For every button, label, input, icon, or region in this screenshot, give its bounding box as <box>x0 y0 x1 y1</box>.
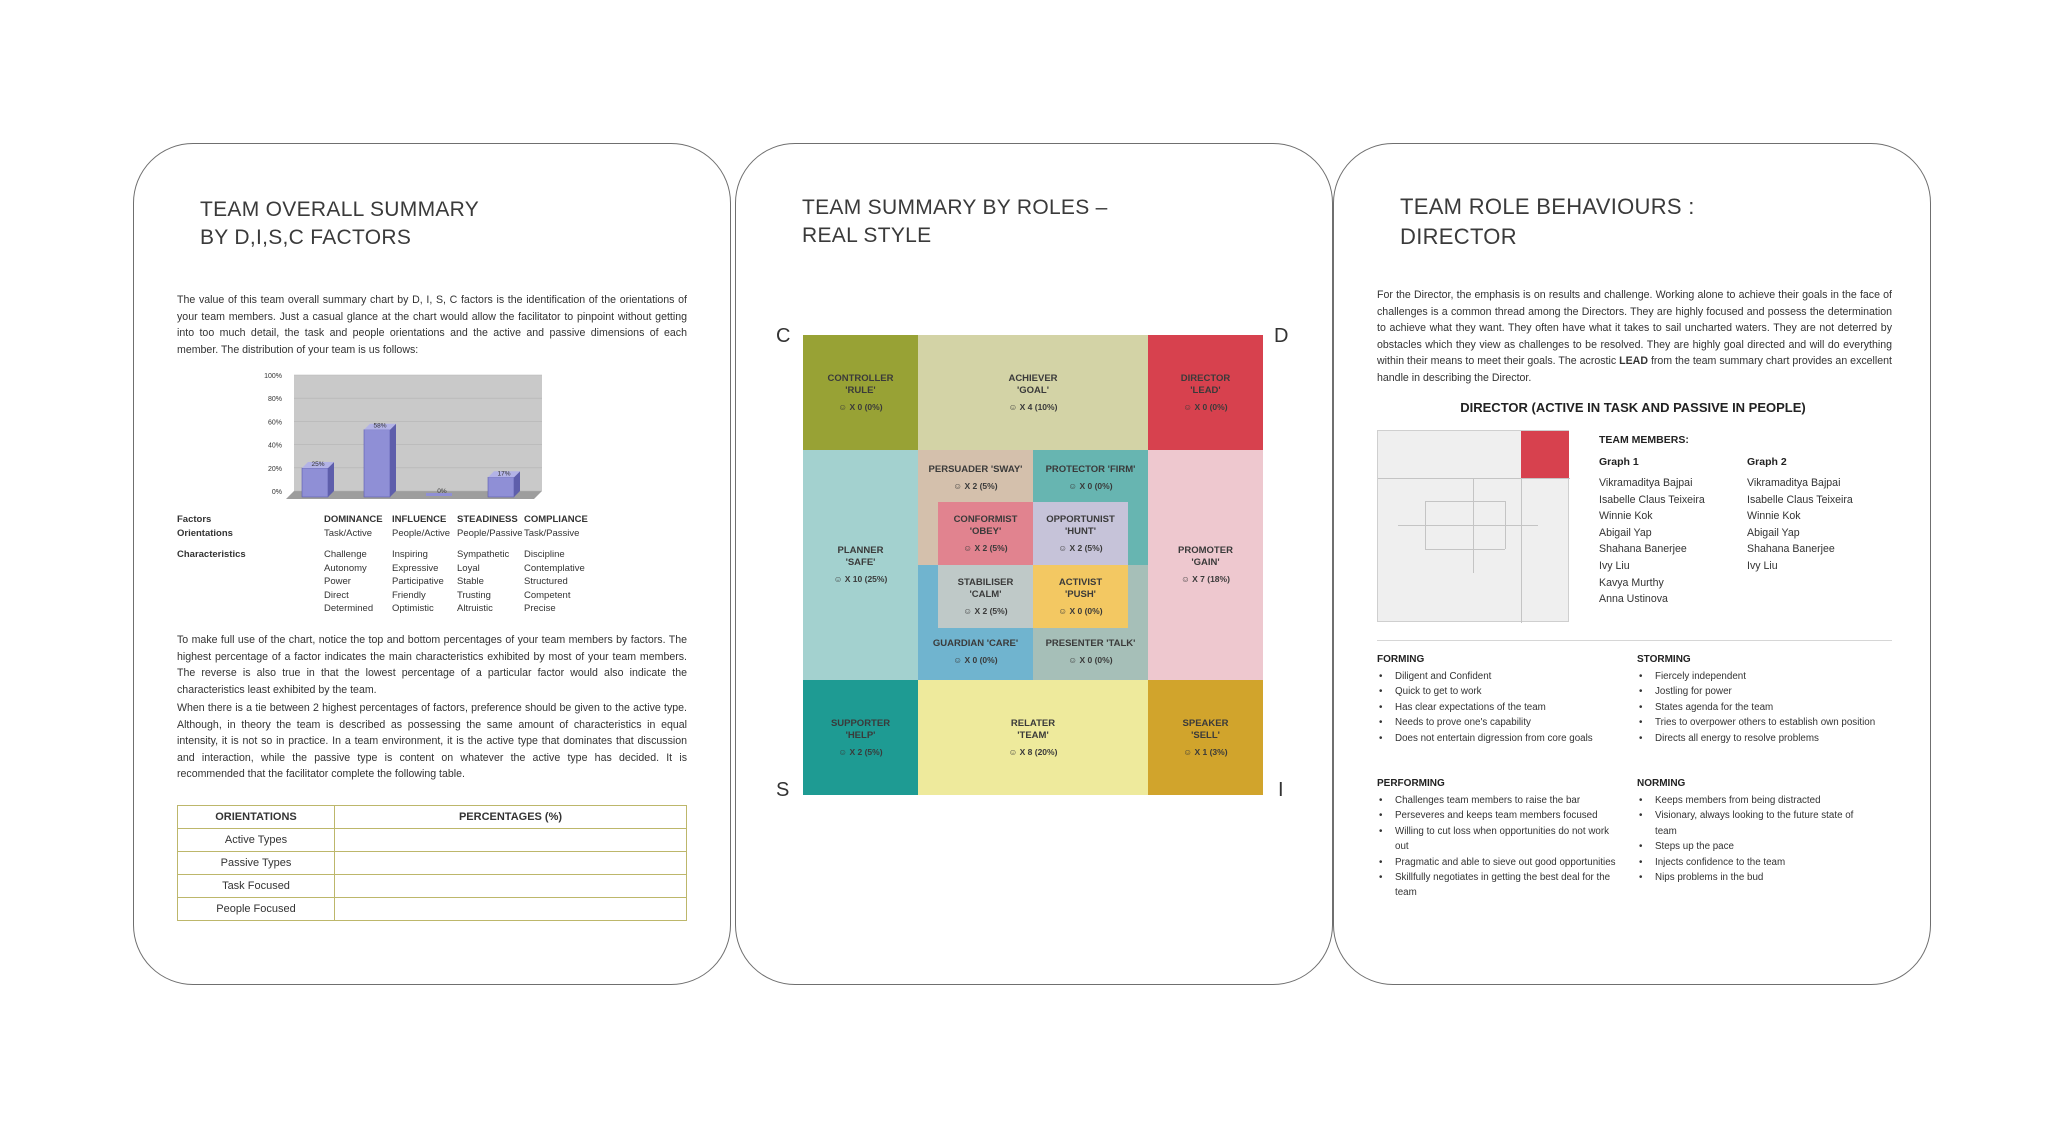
graph1-label: Graph 1 <box>1599 456 1639 468</box>
y-tick-labels <box>264 373 282 496</box>
graph2-label: Graph 2 <box>1747 456 1787 468</box>
role-cell-planner: PLANNER 'SAFE' ☺ X 10 (25%) <box>803 450 918 680</box>
director-subtitle: DIRECTOR (ACTIVE IN TASK AND PASSIVE IN PEOPLE) <box>1460 400 1806 415</box>
role-cell-presenter: PRESENTER 'TALK' ☺ X 0 (0%) <box>1033 565 1148 680</box>
orientations-table <box>177 805 687 921</box>
bar-data-label: 17% <box>497 470 511 478</box>
forming-list: • Diligent and Confident • Quick to get to work • Has clear expectations of the team • Needs to prove one's capability • Does not entertain digression from core goals <box>1377 669 1622 746</box>
y-tick-label: 40% <box>267 442 282 450</box>
tie-rule-paragraph: When there is a tie between 2 highest percentages of factors, preference should be given to the active type. Although, in theory the team is described as possessing the same amount of characteristics in equal intensity, it is not so in practice. In a team environment, it is the active type that dominates that discussion and interaction, while the passive type is content on whatever the active type has decided. It is recommended that the facilitator complete the following table. <box>177 702 687 780</box>
roles-grid <box>803 335 1263 795</box>
page-team-summary-by-roles <box>735 143 1333 985</box>
percentage-input-cell[interactable] <box>335 852 687 875</box>
page-title: TEAM OVERALL SUMMARY BY D,I,S,C FACTORS <box>200 198 480 249</box>
bar-dominance <box>302 461 334 497</box>
bar-data-label: 0% <box>437 488 447 495</box>
page-title: TEAM SUMMARY BY ROLES – REAL STYLE <box>802 196 1108 247</box>
bar-front <box>488 477 514 497</box>
role-cell-guardian: GUARDIAN 'CARE' ☺ X 0 (0%) <box>918 565 1033 680</box>
role-cell-activist: ACTIVIST 'PUSH' ☺ X 0 (0%) <box>1033 565 1128 628</box>
bar-side <box>328 462 334 497</box>
percentage-input-cell[interactable] <box>335 829 687 852</box>
storming-heading: STORMING <box>1637 654 1691 665</box>
disc-bar-chart <box>264 367 584 507</box>
y-tick-label: 60% <box>267 419 282 427</box>
person-icon: ☺ <box>1068 481 1078 491</box>
factors-label: Factors <box>177 514 212 525</box>
bar-front <box>302 468 328 497</box>
table-row: Passive Types <box>178 852 687 875</box>
y-tick-label: 100% <box>264 373 282 380</box>
person-icon: ☺ <box>833 574 843 584</box>
bar-compliance <box>488 470 520 497</box>
person-icon: ☺ <box>963 542 973 553</box>
graph1-member-list: Vikramaditya Bajpai Isabelle Claus Teixeira Winnie Kok Abigail Yap Shahana Banerjee Ivy Liu Kavya Murthy Anna Ustinova <box>1599 477 1705 606</box>
table-row: Task Focused <box>178 875 687 898</box>
corner-label-c: C <box>776 325 791 347</box>
y-tick-label: 80% <box>267 396 282 404</box>
person-icon: ☺ <box>838 401 848 412</box>
divider <box>1377 640 1892 641</box>
chart-usage-paragraph: To make full use of the chart, notice the top and bottom percentages of your team members by factors. The highest percentage of a factor indicates the main characteristics exhibited by most of your team members. The reverse is also true in that the lowest percentage of a particular factor would also indicate the characteristics least exhibited by the team. <box>177 634 687 696</box>
corner-label-s: S <box>776 779 790 801</box>
role-cell-speaker: SPEAKER 'SELL' ☺ X 1 (3%) <box>1148 680 1263 795</box>
bar-data-label: 58% <box>373 422 387 430</box>
corner-label-d: D <box>1274 325 1289 347</box>
norming-list: • Keeps members from being distracted • Visionary, always looking to the future state of team • Steps up the pace • Injects confidence to the team • Nips problems in the bud <box>1637 793 1877 885</box>
bar-data-label: 25% <box>311 461 325 468</box>
person-icon: ☺ <box>838 746 848 757</box>
person-icon: ☺ <box>953 481 963 491</box>
page-team-overall-summary <box>133 143 731 985</box>
table-header: PERCENTAGES (%) <box>335 806 687 829</box>
bar-influence <box>364 423 396 497</box>
role-cell-relater: RELATER 'TEAM' ☺ X 8 (20%) <box>918 680 1148 795</box>
role-cell-persuader: PERSUADER 'SWAY' ☺ X 2 (5%) <box>918 450 1033 565</box>
role-cell-achiever: ACHIEVER 'GOAL' ☺ X 4 (10%) <box>918 335 1148 450</box>
performing-heading: PERFORMING <box>1377 778 1445 789</box>
table-row: Active Types <box>178 829 687 852</box>
percentage-input-cell[interactable] <box>335 898 687 921</box>
person-icon: ☺ <box>1058 605 1068 616</box>
person-icon: ☺ <box>963 605 973 616</box>
performing-list: • Challenges team members to raise the bar • Perseveres and keeps team members focused • Willing to cut loss when opportunities do not work out • Pragmatic and able to sieve out good opportunities • Skillfully negotiates in getting the best deal for the team <box>1377 793 1622 901</box>
person-icon: ☺ <box>1008 746 1018 757</box>
person-icon: ☺ <box>953 655 963 665</box>
role-cell-conformist: CONFORMIST 'OBEY' ☺ X 2 (5%) <box>938 502 1033 565</box>
person-icon: ☺ <box>1058 542 1068 553</box>
y-tick-label: 0% <box>271 489 282 496</box>
norming-heading: NORMING <box>1637 778 1686 789</box>
table-header: ORIENTATIONS <box>178 806 335 829</box>
person-icon: ☺ <box>1183 746 1193 757</box>
role-cell-stabiliser: STABILISER 'CALM' ☺ X 2 (5%) <box>938 565 1033 628</box>
role-cell-opportunist: OPPORTUNIST 'HUNT' ☺ X 2 (5%) <box>1033 502 1128 565</box>
role-cell-promoter: PROMOTER 'GAIN' ☺ X 7 (18%) <box>1148 450 1263 680</box>
orientations-label: Orientations <box>177 527 233 539</box>
team-members-heading: TEAM MEMBERS: <box>1599 434 1689 446</box>
page-title: TEAM ROLE BEHAVIOURS : DIRECTOR <box>1400 194 1695 249</box>
role-cell-director: DIRECTOR 'LEAD' ☺ X 0 (0%) <box>1148 335 1263 450</box>
intro-paragraph: The value of this team overall summary chart by D, I, S, C factors is the identification of the orientations of your team members. Just a casual glance at the chart would allow the facilitator to pinpoint without getting into too much detail, the task and people orientations and the active and passive dimensions of each member. The distribution of your team is us follows: <box>177 294 687 356</box>
role-cell-protector: PROTECTOR 'FIRM' ☺ X 0 (0%) <box>1033 450 1148 565</box>
storming-list: • Fiercely independent • Jostling for power • States agenda for the team • Tries to overpower others to establish own position • Directs all energy to resolve problems <box>1637 669 1877 746</box>
role-cell-supporter: SUPPORTER 'HELP' ☺ X 2 (5%) <box>803 680 918 795</box>
characteristics-label: Characteristics <box>177 549 246 560</box>
factor-column-steadiness: STEADINESS People/Passive Sympathetic Loyal Stable Trusting Altruistic <box>457 514 523 614</box>
director-quadrant-graph <box>1377 430 1569 622</box>
y-tick-label: 20% <box>267 465 282 473</box>
person-icon: ☺ <box>1181 574 1190 584</box>
role-cell-controller: CONTROLLER 'RULE' ☺ X 0 (0%) <box>803 335 918 450</box>
person-icon: ☺ <box>1008 401 1018 412</box>
graph2-member-list: Vikramaditya Bajpai Isabelle Claus Teixeira Winnie Kok Abigail Yap Shahana Banerjee Ivy Liu <box>1747 477 1853 572</box>
director-highlight-square <box>1521 431 1569 478</box>
bar-front <box>364 430 390 497</box>
page-team-role-behaviours <box>1333 143 1931 985</box>
percentage-input-cell[interactable] <box>335 875 687 898</box>
factor-column-dominance: DOMINANCE Task/Active Challenge Autonomy Power Direct Determined <box>324 514 383 614</box>
table-row: People Focused <box>178 898 687 921</box>
director-intro-paragraph: For the Director, the emphasis is on results and challenge. Working alone to achieve their goals in the face of challenges is a common thread among the Directors. They are highly focused and possess the determination to achieve what they want. They often have what it takes to sail uncharted waters. They are not deterred by obstacles which they view as challenges to be resolved. They are highly goal directed and will do everything within their means to meet their goals. The acrostic LEAD from the team summary chart provides an excellent handle in describing the Director. <box>1377 289 1892 384</box>
forming-heading: FORMING <box>1377 654 1425 665</box>
person-icon: ☺ <box>1183 401 1193 412</box>
factor-column-influence: INFLUENCE People/Active Inspiring Expressive Participative Friendly Optimistic <box>392 514 451 614</box>
bar-side <box>390 424 396 497</box>
factor-column-compliance: COMPLIANCE Task/Passive Discipline Contemplative Structured Competent Precise <box>524 514 588 614</box>
corner-label-i: I <box>1278 779 1284 801</box>
person-icon: ☺ <box>1068 655 1078 665</box>
